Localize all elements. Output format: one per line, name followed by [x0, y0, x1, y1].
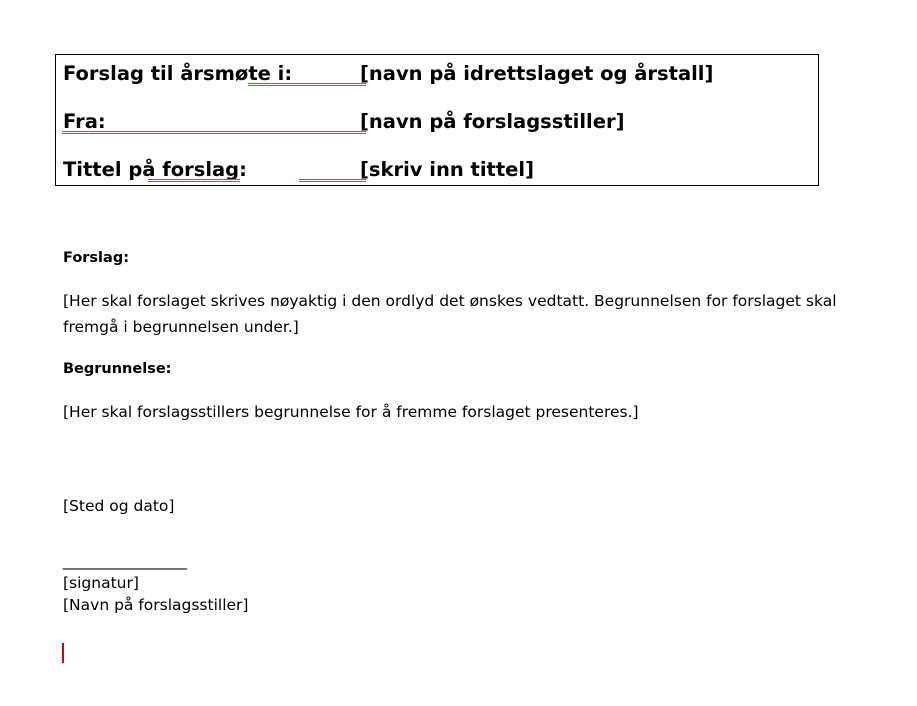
title-label: Tittel på forslag:: [63, 158, 247, 181]
place-date: [Sted og dato]: [63, 497, 175, 515]
signature-label: [signatur]: [63, 574, 139, 592]
spellcheck-underline: [62, 131, 366, 134]
text-cursor: [62, 643, 64, 663]
from-placeholder[interactable]: [navn på forslagsstiller]: [360, 110, 625, 133]
forslag-heading: Forslag:: [63, 250, 129, 266]
spellcheck-underline: [248, 83, 366, 86]
proposer-name: [Navn på forslagsstiller]: [63, 596, 249, 614]
begrunnelse-text: [Her skal forslagsstillers begrunnelse for å fremme forslaget presenteres.]: [63, 403, 639, 421]
forslag-text-line2: fremgå i begrunnelsen under.]: [63, 318, 299, 336]
title-placeholder[interactable]: [skriv inn tittel]: [360, 158, 534, 181]
spellcheck-underline: [148, 179, 240, 182]
begrunnelse-heading: Begrunnelse:: [63, 361, 172, 377]
meeting-label: Forslag til årsmøte i:: [63, 62, 293, 85]
forslag-text-line1: [Her skal forslaget skrives nøyaktig i den ordlyd det ønskes vedtatt. Begrunnelsen for forslaget skal: [63, 292, 837, 310]
proposal-header-box: [55, 54, 819, 186]
signature-line: ________________: [63, 552, 187, 570]
meeting-placeholder[interactable]: [navn på idrettslaget og årstall]: [360, 62, 714, 85]
from-label: Fra:: [63, 110, 106, 133]
spellcheck-underline: [299, 179, 366, 182]
